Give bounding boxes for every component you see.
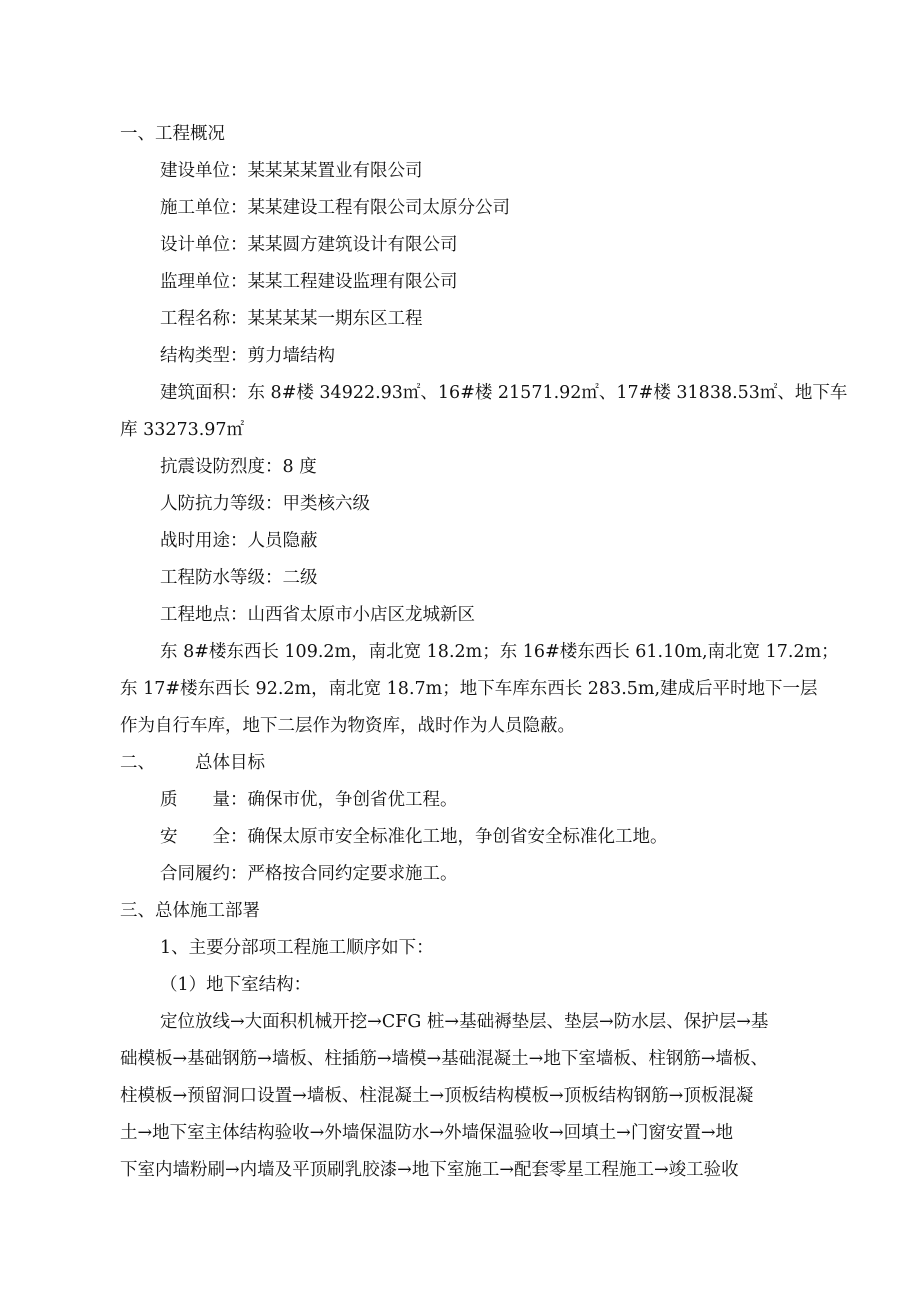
section-title: 总体目标 xyxy=(195,753,265,773)
goal-line-quality: 质 量：确保市优，争创省优工程。 xyxy=(160,790,458,810)
paragraph-sequence-line3: 柱模板→预留洞口设置→墙板、柱混凝土→顶板结构模板→顶板结构钢筋→顶板混凝 xyxy=(120,1086,754,1106)
paragraph-sequence-line4: 土→地下室主体结构验收→外墙保温防水→外墙保温验收→回填土→门窗安置→地 xyxy=(120,1123,733,1143)
section-heading-goals xyxy=(120,751,265,775)
info-line-developer: 建设单位：某某某某置业有限公司 xyxy=(160,161,423,181)
info-line-building-area-cont: 库 33273.97㎡ xyxy=(120,420,245,440)
paragraph-sequence-line5: 下室内墙粉刷→内墙及平顶刷乳胶漆→地下室施工→配套零星工程施工→竣工验收 xyxy=(120,1160,739,1180)
section-heading-deployment: 三、总体施工部署 xyxy=(120,901,260,921)
info-line-wartime-use: 战时用途：人员隐蔽 xyxy=(160,531,318,551)
section-number: 二、 xyxy=(120,753,155,773)
paragraph-sequence-line1: 定位放线→大面积机械开挖→CFG 桩→基础褥垫层、垫层→防水层、保护层→基 xyxy=(160,1012,769,1032)
info-line-supervisor: 监理单位：某某工程建设监理有限公司 xyxy=(160,272,458,292)
paragraph-dimensions-line1: 东 8#楼东西长 109.2m，南北宽 18.2m；东 16#楼东西长 61.10m,南北宽 17.2m； xyxy=(160,642,839,662)
info-line-location: 工程地点：山西省太原市小店区龙城新区 xyxy=(160,605,475,625)
goal-line-safety: 安 全：确保太原市安全标准化工地，争创省安全标准化工地。 xyxy=(160,827,668,847)
subheading-sequence: 1、主要分部项工程施工顺序如下： xyxy=(160,938,434,958)
info-line-waterproof-grade: 工程防水等级：二级 xyxy=(160,568,318,588)
paragraph-dimensions-line2: 东 17#楼东西长 92.2m，南北宽 18.7m；地下车库东西长 283.5m,建成后平时地下一层 xyxy=(120,679,818,699)
info-line-seismic: 抗震设防烈度：8 度 xyxy=(160,457,317,477)
info-line-designer: 设计单位：某某圆方建筑设计有限公司 xyxy=(160,235,458,255)
info-line-civil-defense: 人防抗力等级：甲类核六级 xyxy=(160,494,370,514)
paragraph-sequence-line2: 础模板→基础钢筋→墙板、柱插筋→墙模→基础混凝土→地下室墙板、柱钢筋→墙板、 xyxy=(120,1049,768,1069)
goal-line-contract: 合同履约：严格按合同约定要求施工。 xyxy=(160,864,458,884)
info-line-structure-type: 结构类型：剪力墙结构 xyxy=(160,346,335,366)
info-line-building-area: 建筑面积：东 8#楼 34922.93㎡、16#楼 21571.92㎡、17#楼 31838.53㎡、地下车 xyxy=(160,383,848,403)
subheading-basement: （1）地下室结构： xyxy=(160,975,312,995)
section-heading-overview: 一、工程概况 xyxy=(120,124,225,144)
info-line-contractor: 施工单位：某某建设工程有限公司太原分公司 xyxy=(160,198,510,218)
paragraph-dimensions-line3: 作为自行车库，地下二层作为物资库，战时作为人员隐蔽。 xyxy=(120,716,575,736)
info-line-project-name: 工程名称：某某某某一期东区工程 xyxy=(160,309,423,329)
